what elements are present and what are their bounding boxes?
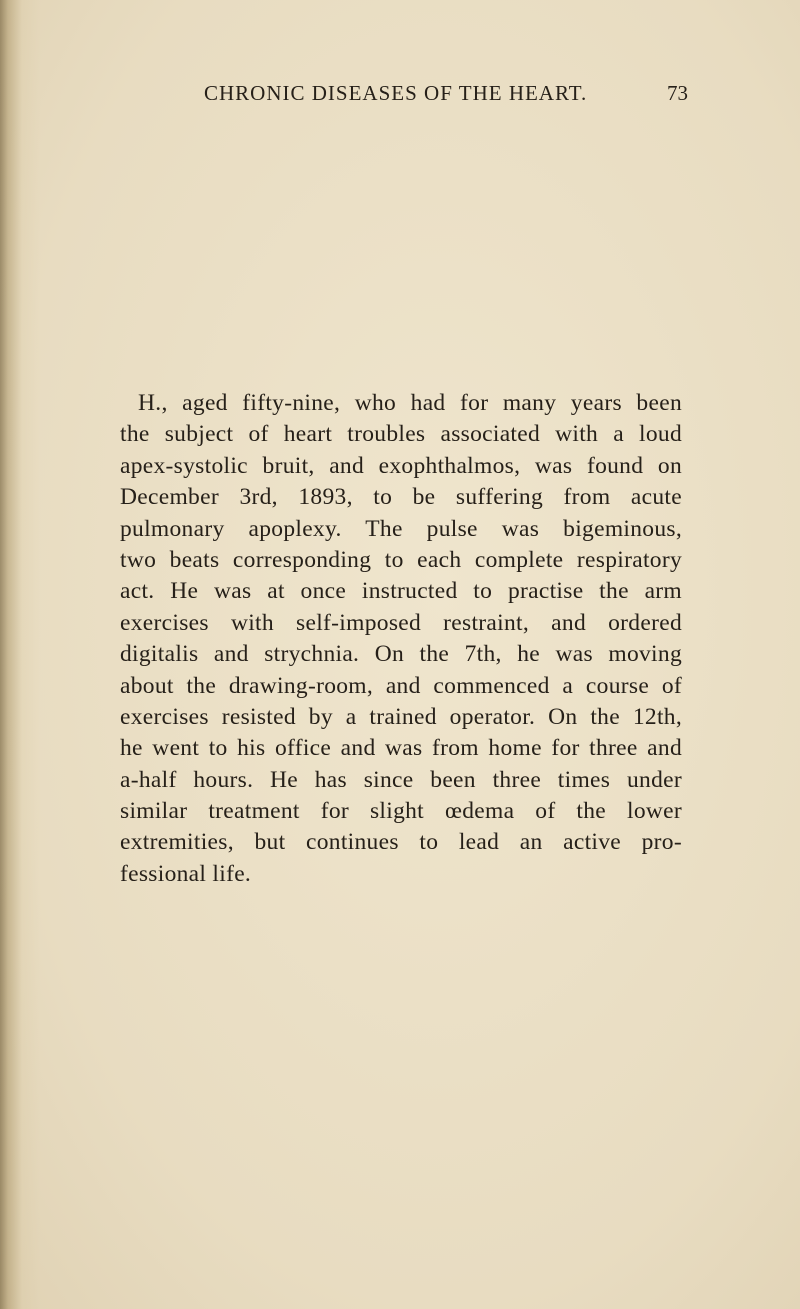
text-line: apex-systolic bruit, and exophthalmos, was found on — [120, 452, 682, 479]
text-line: similar treatment for slight œdema of the lower — [120, 798, 682, 825]
text-line: extremities, but continues to lead an active pro- — [120, 829, 682, 856]
text-line: digitalis and strychnia. On the 7th, he was moving — [120, 641, 682, 668]
running-title: CHRONIC DISEASES OF THE HEART. — [204, 81, 588, 105]
text-line: two beats corresponding to each complete respiratory — [120, 546, 682, 573]
page-number: 73 — [667, 81, 688, 105]
text-line: about the drawing-room, and commenced a course of — [120, 672, 682, 699]
text-line: act. He was at once instructed to practise the arm — [120, 578, 682, 605]
text-line: December 3rd, 1893, to be suffering from acute — [120, 484, 682, 511]
text-line: a-half hours. He has since been three times under — [120, 766, 682, 793]
text-line: pulmonary apoplexy. The pulse was bigeminous, — [120, 515, 682, 542]
text-line: exercises with self-imposed restraint, and ordered — [120, 609, 682, 636]
text-line: he went to his office and was from home for three and — [120, 735, 682, 762]
text-line: exercises resisted by a trained operator. On the 12th, — [120, 703, 682, 730]
text-line: the subject of heart troubles associated with a loud — [120, 421, 682, 448]
running-header — [120, 78, 688, 108]
text-line: H., aged fifty-nine, who had for many years been — [138, 390, 682, 416]
case-paragraph — [120, 388, 682, 890]
text-line: fessional life. — [120, 860, 252, 887]
